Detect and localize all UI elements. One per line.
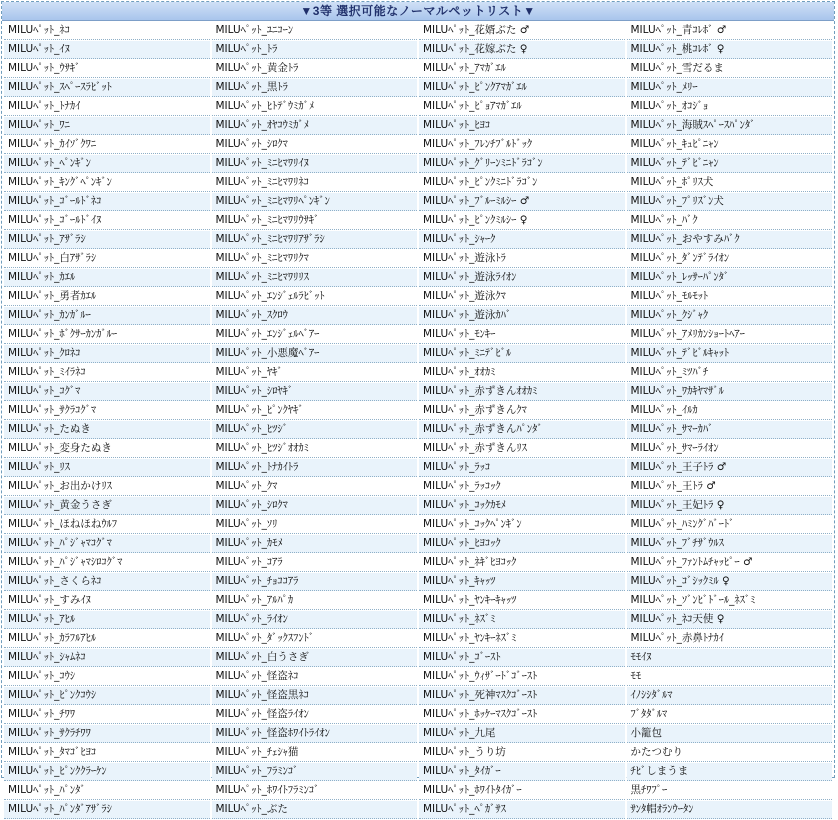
pet-name-cell: ﾓﾓｲﾇ (627, 649, 833, 667)
pet-name-cell: MILUﾍﾟｯﾄ_王妃ﾄﾗ ♀ (627, 497, 833, 515)
pet-name-cell: MILUﾍﾟｯﾄ_ﾋﾟﾝｸｱﾏｶﾞｴﾙ (419, 79, 625, 97)
pet-name-cell: MILUﾍﾟｯﾄ_ｲﾙｶ (627, 402, 833, 420)
pet-name-cell: MILUﾍﾟｯﾄ_死神ﾏｽｸｺﾞｰｽﾄ (419, 687, 625, 705)
pet-name-cell: MILUﾍﾟｯﾄ_遊泳ｶﾊﾞ (419, 307, 625, 325)
pet-name-cell: MILUﾍﾟｯﾄ_ﾐﾆﾋﾏﾜﾘｲﾇ (212, 155, 418, 173)
pet-name-cell: MILUﾍﾟｯﾄ_ﾚｯｻｰﾊﾟﾝﾀﾞ (627, 269, 833, 287)
pet-name-cell: MILUﾍﾟｯﾄ_ｶﾝｶﾞﾙｰ (4, 307, 210, 325)
pet-name-cell: MILUﾍﾟｯﾄ_ｺｱﾗ (212, 554, 418, 572)
table-row (4, 763, 832, 781)
pet-name-cell: MILUﾍﾟｯﾄ_遊泳ﾗｲｵﾝ (419, 269, 625, 287)
table-row (4, 782, 832, 800)
pet-name-cell: MILUﾍﾟｯﾄ_赤ずきんｵｵｶﾐ (419, 383, 625, 401)
pet-name-cell: MILUﾍﾟｯﾄ_ｵｺｼﾞｮ (627, 98, 833, 116)
pet-name-cell: MILUﾍﾟｯﾄ_ｶｲｿﾞｸﾜﾆ (4, 136, 210, 154)
pet-name-cell: MILUﾍﾟｯﾄ_ﾜﾆ (4, 117, 210, 135)
pet-name-cell: MILUﾍﾟｯﾄ_ﾋﾄﾃﾞｳﾐｶﾞﾒ (212, 98, 418, 116)
pet-name-cell: MILUﾍﾟｯﾄ_さくらﾈｺ (4, 573, 210, 591)
pet-name-cell: MILUﾍﾟｯﾄ_ｶｴﾙ (4, 269, 210, 287)
pet-name-cell: MILUﾍﾟｯﾄ_ｺｯｸﾍﾟﾝｷﾞﾝ (419, 516, 625, 534)
pet-name-cell: MILUﾍﾟｯﾄ_ﾌﾞﾙｰﾐﾙｼｰ ♂ (419, 193, 625, 211)
pet-name-cell: MILUﾍﾟｯﾄ_ｼﾛｸﾏ (212, 136, 418, 154)
pet-name-cell: ｲﾉｼｼﾀﾞﾙﾏ (627, 687, 833, 705)
pet-name-cell: MILUﾍﾟｯﾄ_ｻﾏｰｶﾊﾞ (627, 421, 833, 439)
pet-name-cell: MILUﾍﾟｯﾄ_ｽﾍﾟｰｽﾗﾋﾞｯﾄ (4, 79, 210, 97)
pet-name-cell: MILUﾍﾟｯﾄ_ﾊﾞｸ (627, 212, 833, 230)
pet-name-cell: MILUﾍﾟｯﾄ_ｿﾘ (212, 516, 418, 534)
pet-name-cell: MILUﾍﾟｯﾄ_ｽｸﾛｳ (212, 307, 418, 325)
table-row (4, 22, 832, 40)
pet-name-cell: MILUﾍﾟｯﾄ_ﾄﾅｶｲ (4, 98, 210, 116)
pet-name-cell: MILUﾍﾟｯﾄ_ﾊﾟﾝﾀﾞ (4, 782, 210, 800)
pet-name-cell: MILUﾍﾟｯﾄ_ｺﾞｼｯｸﾐﾙ ♀ (627, 573, 833, 591)
table-row (4, 801, 832, 819)
pet-name-cell: MILUﾍﾟｯﾄ_ﾓﾙﾓｯﾄ (627, 288, 833, 306)
table-row (4, 611, 832, 629)
pet-name-cell: MILUﾍﾟｯﾄ_ｱｻﾞﾗｼ (4, 231, 210, 249)
pet-name-cell: MILUﾍﾟｯﾄ_黒ﾄﾗ (212, 79, 418, 97)
pet-name-cell: MILUﾍﾟｯﾄ_ｼﾛﾔｷﾞ (212, 383, 418, 401)
pet-name-cell: MILUﾍﾟｯﾄ_ﾋﾖｺ (419, 117, 625, 135)
pet-name-cell: MILUﾍﾟｯﾄ_ﾀｲｶﾞｰ (419, 763, 625, 781)
pet-name-cell: MILUﾍﾟｯﾄ_ｻｸﾗﾁﾜﾜ (4, 725, 210, 743)
table-row (4, 725, 832, 743)
pet-name-cell: MILUﾍﾟｯﾄ_ﾌｧﾝﾄﾑﾁｬｯﾋﾟｰ ♂ (627, 554, 833, 572)
pet-name-cell: MILUﾍﾟｯﾄ_ｶﾓﾒ (212, 535, 418, 553)
table-row (4, 478, 832, 496)
pet-name-cell: MILUﾍﾟｯﾄ_勇者ｶｴﾙ (4, 288, 210, 306)
pet-name-cell: MILUﾍﾟｯﾄ_ﾘｽ (4, 459, 210, 477)
pet-name-cell: MILUﾍﾟｯﾄ_ﾓﾝｷｰ (419, 326, 625, 344)
pet-name-cell: MILUﾍﾟｯﾄ_ｷｬｯﾂ (419, 573, 625, 591)
pet-name-cell: ﾓﾓ (627, 668, 833, 686)
pet-name-cell: MILUﾍﾟｯﾄ_うり坊 (419, 744, 625, 762)
pet-name-cell: MILUﾍﾟｯﾄ_ﾐｲﾗﾈｺ (4, 364, 210, 382)
pet-name-cell: MILUﾍﾟｯﾄ_ｲﾇ (4, 41, 210, 59)
pet-name-cell: MILUﾍﾟｯﾄ_黄金ﾄﾗ (212, 60, 418, 78)
pet-name-cell: MILUﾍﾟｯﾄ_ﾋﾖｺｯｸ (419, 535, 625, 553)
pet-name-cell: MILUﾍﾟｯﾄ_ﾈｺ (4, 22, 210, 40)
pet-name-cell: MILUﾍﾟｯﾄ_ﾐﾆﾃﾞﾋﾞﾙ (419, 345, 625, 363)
pet-name-cell: MILUﾍﾟｯﾄ_怪盗ﾈｺ (212, 668, 418, 686)
table-row (4, 383, 832, 401)
pet-name-cell: MILUﾍﾟｯﾄ_ﾋﾟﾝｸﾐﾆﾄﾞﾗｺﾞﾝ (419, 174, 625, 192)
pet-name-cell: MILUﾍﾟｯﾄ_ﾁｪｼｬ猫 (212, 744, 418, 762)
pet-name-cell: MILUﾍﾟｯﾄ_ｻﾏｰﾗｲｵﾝ (627, 440, 833, 458)
table-row (4, 345, 832, 363)
pet-name-cell: MILUﾍﾟｯﾄ_怪盗ﾎﾜｲﾄﾗｲｵﾝ (212, 725, 418, 743)
pet-name-cell: MILUﾍﾟｯﾄ_ほねほねｳﾙﾌ (4, 516, 210, 534)
pet-name-cell: MILUﾍﾟｯﾄ_ﾊﾐﾝｸﾞﾊﾞｰﾄﾞ (627, 516, 833, 534)
pet-name-cell: MILUﾍﾟｯﾄ_海賊ｽﾍﾟｰｽﾊﾟﾝﾀﾞ (627, 117, 833, 135)
pet-name-cell: MILUﾍﾟｯﾄ_ｴﾝｼﾞｪﾙﾍﾞｱｰ (212, 326, 418, 344)
pet-name-cell: 小籠包 (627, 725, 833, 743)
pet-name-cell: MILUﾍﾟｯﾄ_怪盗ﾗｲｵﾝ (212, 706, 418, 724)
pet-name-cell: MILUﾍﾟｯﾄ_ﾋﾂｼﾞ (212, 421, 418, 439)
pet-name-cell: ｻﾝﾀ帽ｵﾗﾝｳｰﾀﾝ (627, 801, 833, 819)
table-row (4, 649, 832, 667)
pet-name-cell: MILUﾍﾟｯﾄ_九尾 (419, 725, 625, 743)
pet-name-cell: かたつむり (627, 744, 833, 762)
table-row (4, 421, 832, 439)
pet-name-cell: MILUﾍﾟｯﾄ_変身たぬき (4, 440, 210, 458)
table-row (4, 630, 832, 648)
pet-name-cell: MILUﾍﾟｯﾄ_ﾃﾞﾋﾞﾙｷｬｯﾄ (627, 345, 833, 363)
table-row (4, 687, 832, 705)
table-row (4, 136, 832, 154)
pet-name-cell: MILUﾍﾟｯﾄ_白うさぎ (212, 649, 418, 667)
pet-name-cell: MILUﾍﾟｯﾄ_ぶた (212, 801, 418, 819)
pet-name-cell: MILUﾍﾟｯﾄ_ﾋﾟﾝｸｺｳｼ (4, 687, 210, 705)
table-row (4, 288, 832, 306)
table-row (4, 269, 832, 287)
pet-name-cell: MILUﾍﾟｯﾄ_ﾀﾏｺﾞﾋﾖｺ (4, 744, 210, 762)
pet-name-cell: MILUﾍﾟｯﾄ_ﾁｮｺｺｱﾗ (212, 573, 418, 591)
pet-name-cell: ﾁﾋﾞしまうま (627, 763, 833, 781)
pet-name-cell: MILUﾍﾟｯﾄ_ﾗｲｵﾝ (212, 611, 418, 629)
pet-name-cell: MILUﾍﾟｯﾄ_青ｺﾚﾎﾞ ♂ (627, 22, 833, 40)
table-row (4, 231, 832, 249)
table-row (4, 706, 832, 724)
pet-name-cell: MILUﾍﾟｯﾄ_ｿﾞﾝﾋﾞﾄﾞｰﾙ_ﾈｽﾞﾐ (627, 592, 833, 610)
pet-name-cell: MILUﾍﾟｯﾄ_お出かけﾘｽ (4, 478, 210, 496)
pet-name-cell: MILUﾍﾟｯﾄ_ﾎﾜｲﾄﾀｲｶﾞｰ (419, 782, 625, 800)
pet-name-cell: ﾌﾞﾀﾀﾞﾙﾏ (627, 706, 833, 724)
pet-name-cell: MILUﾍﾟｯﾄ_ﾎﾟﾘｽ犬 (627, 174, 833, 192)
pet-name-cell: MILUﾍﾟｯﾄ_ﾔﾝｷｰｷｬｯﾂ (419, 592, 625, 610)
pet-name-cell: MILUﾍﾟｯﾄ_ﾔｷﾞ (212, 364, 418, 382)
pet-name-cell: MILUﾍﾟｯﾄ_花嫁ぶた ♀ (419, 41, 625, 59)
table-row (4, 402, 832, 420)
pet-name-cell: MILUﾍﾟｯﾄ_ﾗｯｺｯｸ (419, 478, 625, 496)
pet-name-cell: MILUﾍﾟｯﾄ_ｸﾏ (212, 478, 418, 496)
table-row (4, 364, 832, 382)
pet-name-cell: MILUﾍﾟｯﾄ_ﾊﾟﾝﾀﾞｱｻﾞﾗｼ (4, 801, 210, 819)
pet-name-cell: MILUﾍﾟｯﾄ_ﾐﾆﾋﾏﾜﾘｸﾏ (212, 250, 418, 268)
table-row (4, 117, 832, 135)
pet-name-cell: MILUﾍﾟｯﾄ_ｺﾞｰﾙﾄﾞﾈｺ (4, 193, 210, 211)
pet-table-body (4, 22, 832, 819)
pet-name-cell: MILUﾍﾟｯﾄ_ｱﾏｶﾞｴﾙ (419, 60, 625, 78)
pet-name-cell: MILUﾍﾟｯﾄ_ﾈｷﾞﾋﾖｺｯｸ (419, 554, 625, 572)
pet-name-cell: MILUﾍﾟｯﾄ_ﾎﾜｲﾄﾌﾗﾐﾝｺﾞ (212, 782, 418, 800)
pet-name-cell: MILUﾍﾟｯﾄ_ｺﾞｰｽﾄ (419, 649, 625, 667)
pet-name-cell: MILUﾍﾟｯﾄ_雪だるま (627, 60, 833, 78)
pet-name-cell: MILUﾍﾟｯﾄ_遊泳ｸﾏ (419, 288, 625, 306)
pet-name-cell: MILUﾍﾟｯﾄ_ｺﾞｰﾙﾄﾞｲﾇ (4, 212, 210, 230)
pet-list-panel (1, 1, 835, 815)
pet-name-cell: MILUﾍﾟｯﾄ_すみｲﾇ (4, 592, 210, 610)
pet-name-cell: MILUﾍﾟｯﾄ_ｵｵｶﾐ (419, 364, 625, 382)
pet-name-cell: MILUﾍﾟｯﾄ_桃ｺﾚﾎﾞ ♀ (627, 41, 833, 59)
pet-name-cell: MILUﾍﾟｯﾄ_ｼｬﾑﾈｺ (4, 649, 210, 667)
list-title: ▼3等 選択可能なノーマルペットリスト▼ (2, 2, 834, 21)
pet-table (2, 21, 834, 820)
pet-name-cell: MILUﾍﾟｯﾄ_ｷﾝｸﾞﾍﾟﾝｷﾞﾝ (4, 174, 210, 192)
pet-name-cell: MILUﾍﾟｯﾄ_怪盗黒ﾈｺ (212, 687, 418, 705)
pet-name-cell: MILUﾍﾟｯﾄ_ﾄﾅｶｲﾄﾗ (212, 459, 418, 477)
table-row (4, 592, 832, 610)
pet-name-cell: MILUﾍﾟｯﾄ_黄金うさぎ (4, 497, 210, 515)
pet-name-cell: MILUﾍﾟｯﾄ_王子ﾄﾗ ♂ (627, 459, 833, 477)
pet-name-cell: MILUﾍﾟｯﾄ_ｷｭﾋﾟﾆｬﾝ (627, 136, 833, 154)
pet-name-cell: MILUﾍﾟｯﾄ_王ﾄﾗ ♂ (627, 478, 833, 496)
table-row (4, 326, 832, 344)
pet-name-cell: MILUﾍﾟｯﾄ_ｺｳｼ (4, 668, 210, 686)
pet-name-cell: MILUﾍﾟｯﾄ_ﾌﾞﾁｻﾞｳﾙｽ (627, 535, 833, 553)
table-row (4, 155, 832, 173)
pet-name-cell: MILUﾍﾟｯﾄ_ﾔﾝｷｰﾈｽﾞﾐ (419, 630, 625, 648)
pet-name-cell: MILUﾍﾟｯﾄ_ﾋﾂｼﾞｵｵｶﾐ (212, 440, 418, 458)
table-row (4, 535, 832, 553)
pet-name-cell: MILUﾍﾟｯﾄ_ｴﾝｼﾞｪﾙﾗﾋﾞｯﾄ (212, 288, 418, 306)
pet-name-cell: MILUﾍﾟｯﾄ_ﾒﾘｰ (627, 79, 833, 97)
table-row (4, 554, 832, 572)
pet-name-cell: MILUﾍﾟｯﾄ_花婿ぶた ♂ (419, 22, 625, 40)
table-row (4, 250, 832, 268)
pet-name-cell: MILUﾍﾟｯﾄ_ｱﾒﾘｶﾝｼｮｰﾄﾍｱｰ (627, 326, 833, 344)
pet-name-cell: MILUﾍﾟｯﾄ_たぬき (4, 421, 210, 439)
table-row (4, 744, 832, 762)
pet-name-cell: MILUﾍﾟｯﾄ_ﾐﾆﾋﾏﾜﾘｱｻﾞﾗｼ (212, 231, 418, 249)
table-row (4, 516, 832, 534)
pet-name-cell: MILUﾍﾟｯﾄ_ﾌﾗﾐﾝｺﾞ (212, 763, 418, 781)
pet-name-cell: MILUﾍﾟｯﾄ_赤ずきんﾘｽ (419, 440, 625, 458)
table-row (4, 212, 832, 230)
table-row (4, 174, 832, 192)
pet-name-cell: MILUﾍﾟｯﾄ_小悪魔ﾍﾞｱｰ (212, 345, 418, 363)
pet-name-cell: MILUﾍﾟｯﾄ_ｸｼﾞｬｸ (627, 307, 833, 325)
pet-name-cell: MILUﾍﾟｯﾄ_ﾗｯｺ (419, 459, 625, 477)
pet-name-cell: MILUﾍﾟｯﾄ_ﾋﾟｮｱﾏｶﾞｴﾙ (419, 98, 625, 116)
pet-name-cell: MILUﾍﾟｯﾄ_ﾍﾟﾝｷﾞﾝ (4, 155, 210, 173)
pet-name-cell: MILUﾍﾟｯﾄ_ｻｸﾗｺｸﾞﾏ (4, 402, 210, 420)
pet-name-cell: MILUﾍﾟｯﾄ_ﾎｯｹｰﾏｽｸｺﾞｰｽﾄ (419, 706, 625, 724)
pet-name-cell: MILUﾍﾟｯﾄ_白ｱｻﾞﾗｼ (4, 250, 210, 268)
pet-name-cell: MILUﾍﾟｯﾄ_ﾐﾆﾋﾏﾜﾘｳｻｷﾞ (212, 212, 418, 230)
pet-name-cell: MILUﾍﾟｯﾄ_ｶﾗﾌﾙｱﾋﾙ (4, 630, 210, 648)
pet-name-cell: MILUﾍﾟｯﾄ_ﾕﾆｺｰﾝ (212, 22, 418, 40)
pet-name-cell: MILUﾍﾟｯﾄ_ﾐﾆﾋﾏﾜﾘﾘｽ (212, 269, 418, 287)
pet-name-cell: MILUﾍﾟｯﾄ_赤ずきんｸﾏ (419, 402, 625, 420)
pet-name-cell: MILUﾍﾟｯﾄ_ﾋﾟﾝｸﾔｷﾞ (212, 402, 418, 420)
pet-name-cell: MILUﾍﾟｯﾄ_ﾌﾚﾝﾁﾌﾞﾙﾄﾞｯｸ (419, 136, 625, 154)
pet-name-cell: MILUﾍﾟｯﾄ_ﾌﾟﾘｽﾞﾝ犬 (627, 193, 833, 211)
pet-name-cell: MILUﾍﾟｯﾄ_ﾊﾟｼﾞｬﾏｺｸﾞﾏ (4, 535, 210, 553)
table-row (4, 60, 832, 78)
table-row (4, 440, 832, 458)
pet-name-cell: MILUﾍﾟｯﾄ_ﾀﾞｯｸｽﾌﾝﾄﾞ (212, 630, 418, 648)
table-row (4, 497, 832, 515)
pet-name-cell: MILUﾍﾟｯﾄ_ｱﾙﾊﾟｶ (212, 592, 418, 610)
pet-name-cell: MILUﾍﾟｯﾄ_ﾍﾟｶﾞｻｽ (419, 801, 625, 819)
pet-name-cell: 黒ﾁﾜﾌﾟｰ (627, 782, 833, 800)
pet-name-cell: MILUﾍﾟｯﾄ_ｼｬｰｸ (419, 231, 625, 249)
pet-name-cell: MILUﾍﾟｯﾄ_ﾐﾂﾊﾞﾁ (627, 364, 833, 382)
pet-name-cell: MILUﾍﾟｯﾄ_ｼﾛｸﾏ (212, 497, 418, 515)
pet-name-cell: MILUﾍﾟｯﾄ_ﾋﾟﾝｸｸﾗｰｹﾝ (4, 763, 210, 781)
table-row (4, 41, 832, 59)
pet-name-cell: MILUﾍﾟｯﾄ_ﾐﾆﾋﾏﾜﾘﾍﾟﾝｷﾞﾝ (212, 193, 418, 211)
pet-name-cell: MILUﾍﾟｯﾄ_ﾋﾟﾝｸﾐﾙｼｰ ♀ (419, 212, 625, 230)
table-row (4, 307, 832, 325)
pet-name-cell: MILUﾍﾟｯﾄ_ｵﾔｺｳﾐｶﾞﾒ (212, 117, 418, 135)
pet-name-cell: MILUﾍﾟｯﾄ_ﾃﾞﾋﾞﾆｬﾝ (627, 155, 833, 173)
pet-name-cell: MILUﾍﾟｯﾄ_赤ずきんﾊﾟﾝﾀﾞ (419, 421, 625, 439)
pet-name-cell: MILUﾍﾟｯﾄ_ｺｯｸｶﾓﾒ (419, 497, 625, 515)
table-row (4, 193, 832, 211)
pet-name-cell: MILUﾍﾟｯﾄ_ﾁﾜﾜ (4, 706, 210, 724)
pet-name-cell: MILUﾍﾟｯﾄ_遊泳ﾄﾗ (419, 250, 625, 268)
table-row (4, 459, 832, 477)
pet-name-cell: MILUﾍﾟｯﾄ_ﾊﾟｼﾞｬﾏｼﾛｺｸﾞﾏ (4, 554, 210, 572)
table-row (4, 98, 832, 116)
pet-name-cell: MILUﾍﾟｯﾄ_おやすみﾊﾞｸ (627, 231, 833, 249)
pet-name-cell: MILUﾍﾟｯﾄ_ﾎﾞｸｻｰｶﾝｶﾞﾙｰ (4, 326, 210, 344)
pet-name-cell: MILUﾍﾟｯﾄ_ﾐﾆﾋﾏﾜﾘﾈｺ (212, 174, 418, 192)
table-row (4, 79, 832, 97)
pet-name-cell: MILUﾍﾟｯﾄ_ﾈｺ天使 ♀ (627, 611, 833, 629)
table-row (4, 573, 832, 591)
pet-name-cell: MILUﾍﾟｯﾄ_赤鼻ﾄﾅｶｲ (627, 630, 833, 648)
table-row (4, 668, 832, 686)
pet-name-cell: MILUﾍﾟｯﾄ_ﾈｽﾞﾐ (419, 611, 625, 629)
pet-name-cell: MILUﾍﾟｯﾄ_ﾜｶｷﾔﾏｻﾞﾙ (627, 383, 833, 401)
pet-name-cell: MILUﾍﾟｯﾄ_ﾄﾗ (212, 41, 418, 59)
pet-name-cell: MILUﾍﾟｯﾄ_ｳｨｻﾞｰﾄﾞｺﾞｰｽﾄ (419, 668, 625, 686)
pet-name-cell: MILUﾍﾟｯﾄ_ｺｸﾞﾏ (4, 383, 210, 401)
pet-name-cell: MILUﾍﾟｯﾄ_ｳｻｷﾞ (4, 60, 210, 78)
pet-name-cell: MILUﾍﾟｯﾄ_ｱﾋﾙ (4, 611, 210, 629)
pet-name-cell: MILUﾍﾟｯﾄ_ｸﾞﾘｰﾝﾐﾆﾄﾞﾗｺﾞﾝ (419, 155, 625, 173)
pet-name-cell: MILUﾍﾟｯﾄ_ｸﾛﾈｺ (4, 345, 210, 363)
pet-name-cell: MILUﾍﾟｯﾄ_ﾀﾞﾝﾃﾞﾗｲｵﾝ (627, 250, 833, 268)
